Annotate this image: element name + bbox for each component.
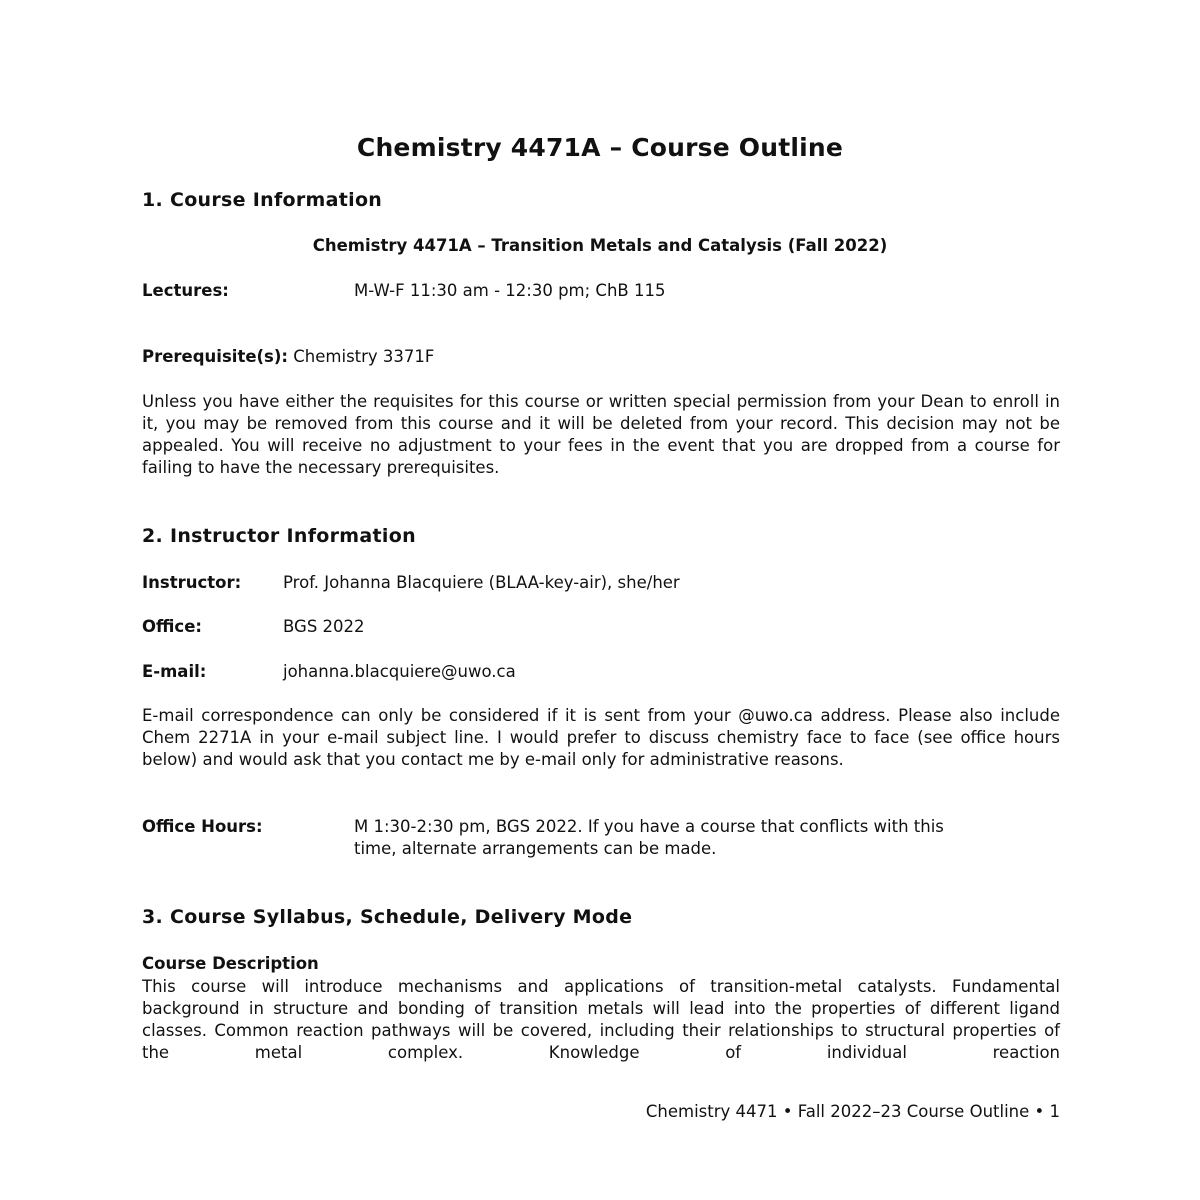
office-hours-line-2: time, alternate arrangements can be made. — [354, 839, 717, 858]
office-hours-line-1: M 1:30-2:30 pm, BGS 2022. If you have a course that conflicts with this — [354, 817, 944, 836]
course-description-paragraph: This course will introduce mechanisms and applications of transition-metal catalysts. Fundamental background in structure and bonding of transition metals will lead into the properties of different ligand classes. Common reaction pathways will be covered, including their relationships to structural properties of the metal complex. Knowledge of individual reaction — [142, 977, 1060, 1062]
lectures-value: M-W-F 11:30 am - 12:30 pm; ChB 115 — [354, 281, 666, 300]
office-label: Office: — [142, 617, 202, 636]
page-footer: Chemistry 4471 • Fall 2022–23 Course Outline • 1 — [645, 1102, 1060, 1121]
course-description-heading: Course Description — [142, 954, 319, 973]
prerequisite-value: Chemistry 3371F — [288, 347, 435, 366]
office-value: BGS 2022 — [283, 617, 365, 636]
section-heading-instructor-information: 2. Instructor Information — [142, 525, 416, 547]
prerequisite-paragraph: Unless you have either the requisites for this course or written special permission from your Dean to enroll in it, you may be removed from this course and it will be deleted from your record. This decision may not be appealed. You will receive no adjustment to your fees in the event that you are dropped from a course for failing to have the necessary prerequisites. — [142, 392, 1060, 477]
email-label: E-mail: — [142, 662, 207, 681]
page-title: Chemistry 4471A – Course Outline — [356, 133, 844, 162]
instructor-value: Prof. Johanna Blacquiere (BLAA-key-air), she/her — [283, 573, 680, 592]
email-paragraph: E-mail correspondence can only be considered if it is sent from your @uwo.ca address. Please also include Chem 2271A in your e-mail subject line. I would prefer to discuss chemistry face to face (see office hours below) and would ask that you contact me by e-mail only for administrative reasons. — [142, 706, 1060, 769]
lectures-label: Lectures: — [142, 281, 229, 300]
course-title: Chemistry 4471A – Transition Metals and Catalysis (Fall 2022) — [312, 236, 888, 255]
section-heading-course-information: 1. Course Information — [142, 189, 383, 211]
email-value: johanna.blacquiere@uwo.ca — [283, 662, 516, 681]
prerequisite-label: Prerequisite(s): — [142, 347, 289, 366]
instructor-label: Instructor: — [142, 573, 242, 592]
section-heading-course-syllabus: 3. Course Syllabus, Schedule, Delivery Mode — [142, 906, 633, 928]
prerequisite-line — [142, 347, 434, 366]
office-hours-label: Office Hours: — [142, 817, 263, 836]
